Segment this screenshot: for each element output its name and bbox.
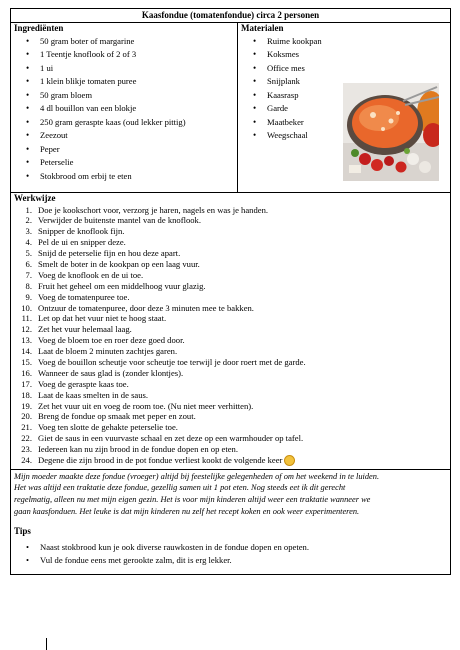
step-text: Ontzuur de tomatenpuree, door deze 3 minuten mee te bakken. [38,302,254,313]
step-number: 23. [21,444,32,455]
step-number: 13. [21,335,32,346]
step-number: 16. [21,367,32,378]
step-text: Verwijder de buitenste mantel van de knoflook. [38,215,201,226]
material-item: • Weegschaal [267,129,447,143]
method-step [21,400,447,412]
ingredient-item: • 50 gram boter of margarine [40,35,234,49]
material-item: • Garde [267,102,447,116]
step-text: Voeg de knoflook en de ui toe. [38,269,144,280]
method-step [21,356,447,368]
method-step [21,433,447,444]
tip-item: • Naast stokbrood kun je ook diverse rauwkosten in de fondue dopen en opeten. [40,541,447,555]
ingredient-item: • 1 ui [40,62,234,76]
method-cell [11,193,451,470]
ingredient-item: • 4 dl bouillon van een blokje [40,102,234,116]
step-number: 19. [21,400,32,411]
step-text: Iedereen kan nu zijn brood in de fondue dopen en op eten. [38,444,238,455]
step-number: 3. [25,226,32,237]
story-line: Het was altijd een traktatie deze fondue, gezellig samen uit 1 pot eten. Nog steeds eet ik dit gerecht [14,483,346,493]
material-item: • Maatbeker [267,116,447,130]
step-text: Snijd de peterselie fijn en hou deze apart. [38,248,181,259]
tip-item: • Vul de fondue eens met gerookte zalm, dit is erg lekker. [40,554,447,568]
method-step [21,411,447,422]
story-tips-cell [11,469,451,574]
story-line: regelmatig, alleen nu met mijn eigen gezin. Het is voor mijn kinderen altijd weer een traktatie wanneer we [14,495,371,505]
ingredient-item: • Zeezout [40,129,234,143]
step-number: 21. [21,422,32,433]
material-item: • Office mes [267,62,447,76]
method-step [25,291,447,303]
material-item: • Snijplank [267,75,447,89]
step-text: Voeg de tomatenpuree toe. [38,291,130,302]
step-text: Degene die zijn brood in de pot fondue verliest kookt de volgende keer [38,454,283,465]
method-step [21,324,447,335]
recipe-story [14,470,447,517]
method-step [25,280,447,292]
step-text: Let op dat het vuur niet te hoog staat. [38,313,167,324]
method-step [21,378,447,390]
step-number: 12. [21,324,32,335]
material-item: • Koksmes [267,48,447,62]
step-number: 2. [25,215,32,226]
step-text: Voeg de bloem toe en roer deze goed door. [38,335,185,346]
material-item: • Ruime kookpan [267,35,447,49]
step-number: 1. [25,204,32,215]
step-number: 17. [21,378,32,389]
step-number: 8. [25,280,32,291]
method-step [21,335,447,346]
method-step [25,215,447,226]
step-text: Laat de bloem 2 minuten zachtjes garen. [38,346,178,357]
tips-heading: Tips [14,526,31,537]
step-number: 24. [21,454,32,465]
recipe-title: Kaasfondue (tomatenfondue) circa 2 personen [11,9,451,23]
step-text: Smelt de boter in de kookpan op een laag vuur. [38,258,200,269]
method-step [25,258,447,270]
step-text: Wanneer de saus glad is (zonder klontjes). [38,367,184,378]
ingredients-cell [11,23,238,193]
story-line: gaan kaasfonduen. Het leuke is dat mijn kinderen nu zelf het recept koken en ook weer experimenteren. [14,506,360,516]
page-margin-line [46,638,47,650]
fondue-photo-illustration [343,83,439,181]
method-step [25,248,447,259]
step-text: Laat de kaas smelten in de saus. [38,389,149,400]
ingredients-list [14,35,234,184]
step-number: 14. [21,346,32,357]
step-number: 22. [21,433,32,444]
step-number: 9. [25,291,32,302]
step-number: 11. [21,313,32,324]
step-number: 7. [25,269,32,280]
step-text: Zet het vuur helemaal laag. [38,324,132,335]
method-steps-list [14,205,447,466]
material-item: • Kaasrasp [267,89,447,103]
step-number: 10. [21,302,32,313]
fondue-photo [343,83,439,181]
step-text: Snipper de knoflook fijn. [38,226,125,237]
method-step [25,237,447,248]
method-step [21,302,447,314]
method-step [21,313,447,324]
step-text: Breng de fondue op smaak met peper en zout. [38,411,196,422]
ingredient-item: • Peterselie [40,156,234,170]
step-number: 20. [21,411,32,422]
step-number: 15. [21,356,32,367]
method-heading: Werkwijze [14,193,56,204]
tips-list [14,541,447,568]
ingredient-item: • 50 gram bloem [40,89,234,103]
ingredient-item: • 250 gram geraspte kaas (oud lekker pittig) [40,116,234,130]
ingredient-item: • 1 klein blikje tomaten puree [40,75,234,89]
step-text: Doe je kookschort voor, verzorg je haren, nagels en was je handen. [38,204,269,215]
ingredients-heading: Ingrediënten [14,23,64,34]
step-text: Voeg de geraspte kaas toe. [38,378,129,389]
step-number: 5. [25,248,32,259]
step-number: 4. [25,237,32,248]
method-step [21,454,447,466]
step-text: Fruit het geheel om een middelhoog vuur glazig. [38,280,206,291]
method-step [21,422,447,433]
method-step [25,226,447,237]
step-text: Voeg ten slotte de gehakte peterselie toe. [38,422,178,433]
step-text: Giet de saus in een vuurvaste schaal en zet deze op een warmhouder op tafel. [38,433,304,444]
method-step [21,367,447,379]
method-step [21,444,447,455]
method-step [25,204,447,216]
ingredient-item: • 1 Teentje knoflook of 2 of 3 [40,48,234,62]
step-text: Zet het vuur uit en voeg de room toe. (Nu niet meer verhitten). [38,400,254,411]
ingredient-item: • Stokbrood om erbij te eten [40,170,234,184]
ingredient-item: • Peper [40,143,234,157]
step-number: 6. [25,258,32,269]
method-step [21,346,447,357]
step-text: Pel de ui en snipper deze. [38,237,126,248]
method-step [25,269,447,281]
story-line: Mijn moeder maakte deze fondue (vroeger) altijd bij feestelijke gelegenheden of om het weekend in te luiden. [14,471,380,481]
step-number: 18. [21,389,32,400]
method-step [21,389,447,401]
smiley-face-icon [284,455,295,466]
step-text: Voeg de bouillon scheutje voor scheutje toe terwijl je door roert met de garde. [38,356,306,367]
materials-heading: Materialen [241,23,284,34]
